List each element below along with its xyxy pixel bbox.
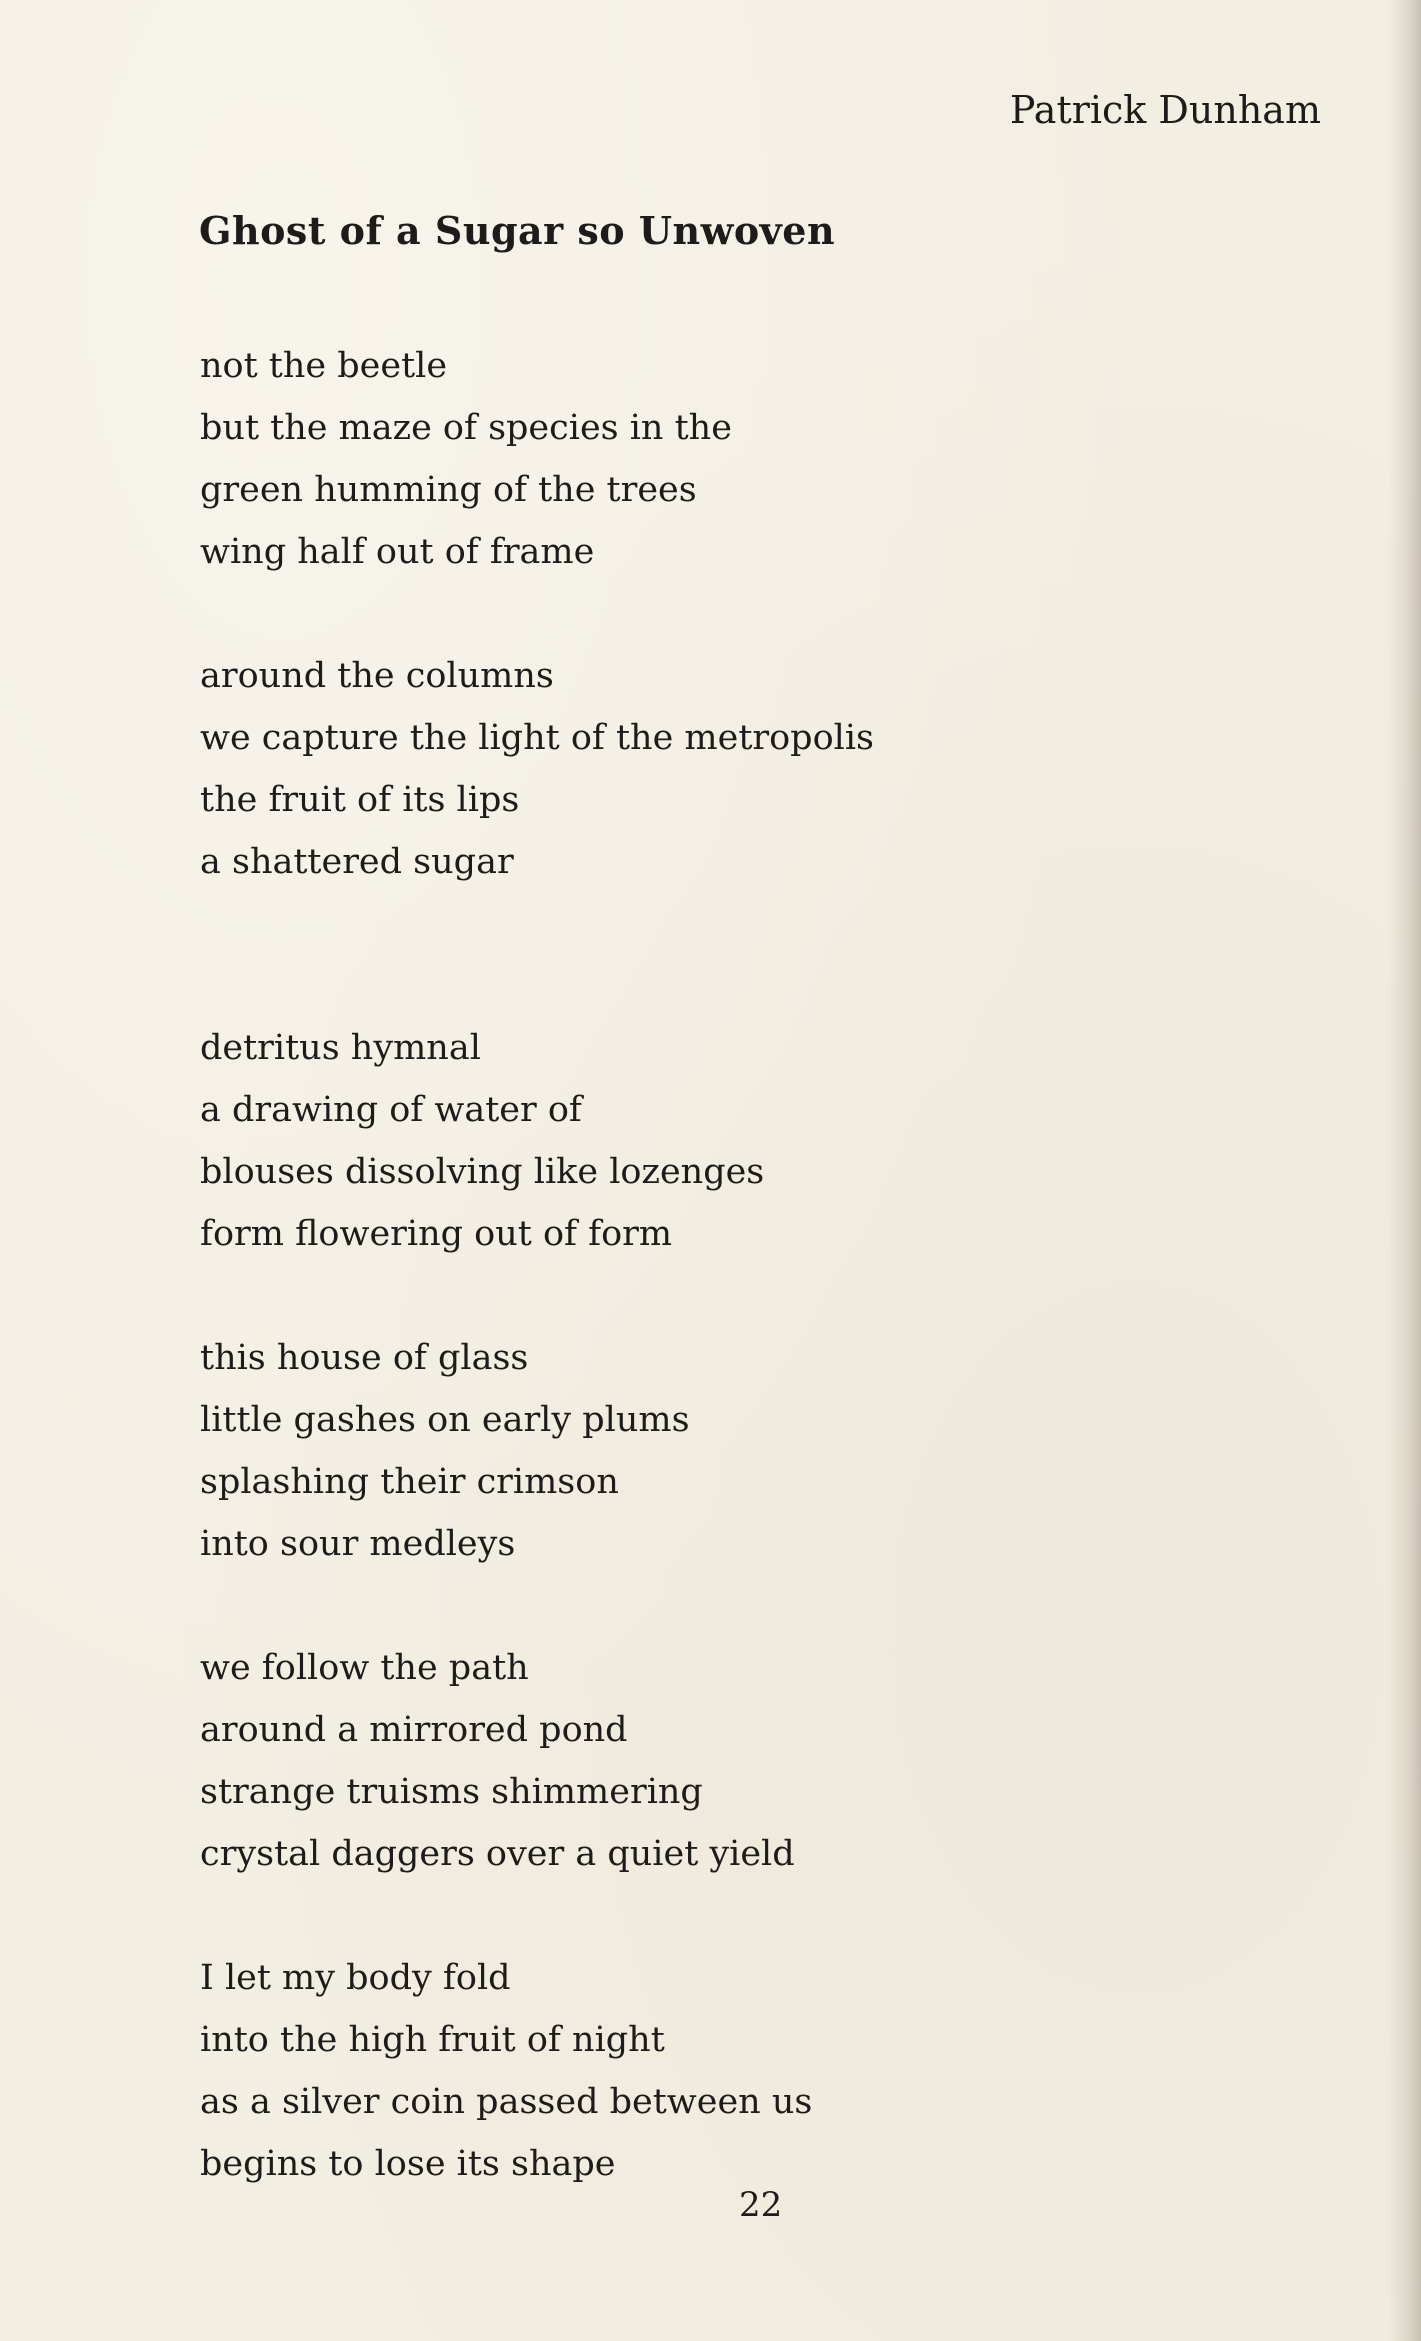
poem-line: into the high fruit of night (200, 2020, 665, 2060)
poem-line: around the columns (200, 656, 554, 696)
stanza-2 (200, 583, 1200, 893)
poem-line: but the maze of species in the (200, 408, 732, 448)
poem-line: blouses dissolving like lozenges (200, 1152, 765, 1192)
stanza-5 (200, 1575, 1200, 1885)
poem-body (200, 335, 1200, 2195)
author-name: Patrick Dunham (1009, 88, 1321, 132)
poem-line: we capture the light of the metropolis (200, 718, 875, 758)
poem-line: detritus hymnal (200, 1028, 481, 1068)
poem-line: form flowering out of form (200, 1214, 673, 1254)
poem-line: I let my body fold (200, 1958, 511, 1998)
poem-line: begins to lose its shape (200, 2144, 616, 2184)
poem-title: Ghost of a Sugar so Unwoven (199, 208, 836, 253)
poem-line: strange truisms shimmering (200, 1772, 703, 1812)
poem-line: wing half out of frame (200, 532, 595, 572)
poem-line: we follow the path (200, 1648, 529, 1688)
poem-line: little gashes on early plums (200, 1400, 690, 1440)
poem-line: green humming of the trees (200, 470, 697, 510)
poem-line: as a silver coin passed between us (200, 2082, 813, 2122)
page-edge-shadow (1387, 0, 1421, 2341)
poem-line: a drawing of water of (200, 1090, 582, 1130)
poem-line: not the beetle (200, 346, 448, 386)
poem-line: around a mirrored pond (200, 1710, 628, 1750)
stanza-1 (200, 335, 1200, 583)
stanza-4 (200, 1265, 1200, 1575)
poem-line: this house of glass (200, 1338, 529, 1378)
page-number: 22 (739, 2185, 783, 2225)
stanza-3 (200, 893, 1200, 1265)
poem-line: into sour medleys (200, 1524, 516, 1564)
poem-line: a shattered sugar (200, 842, 514, 882)
poem-line: the fruit of its lips (200, 780, 520, 820)
stanza-6 (200, 1885, 1200, 2195)
poem-line: crystal daggers over a quiet yield (200, 1834, 795, 1874)
poem-line: splashing their crimson (200, 1462, 619, 1502)
